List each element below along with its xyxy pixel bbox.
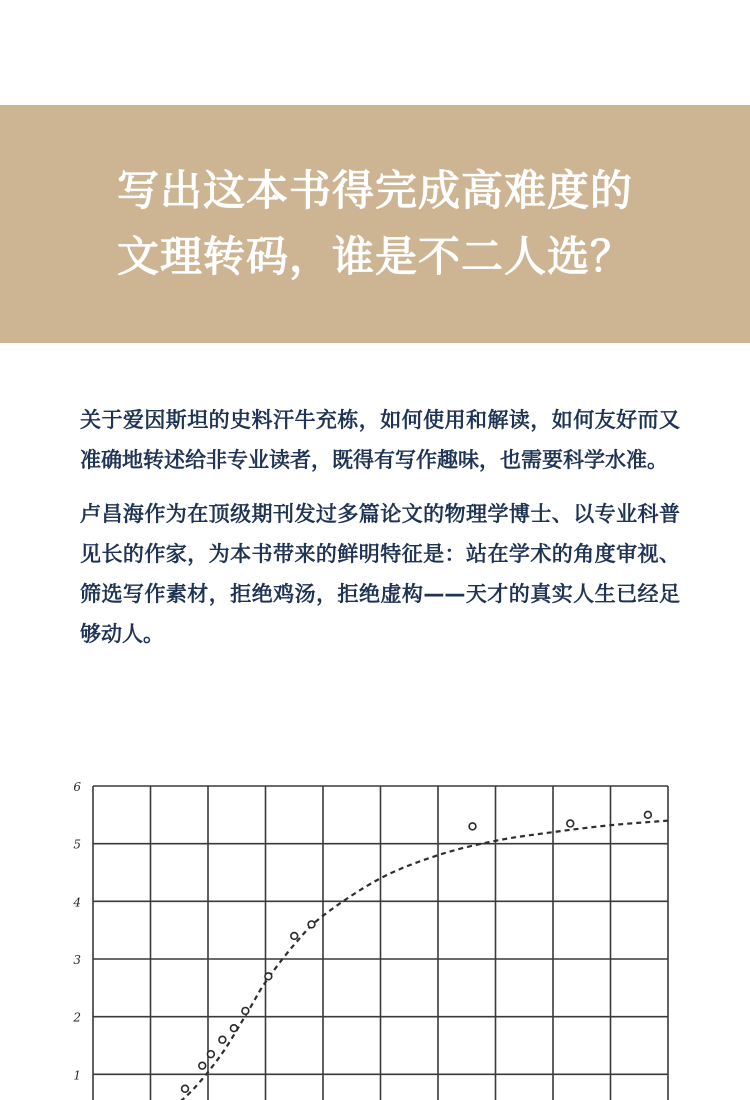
data-point (567, 820, 574, 827)
banner-title-line-2: 文理转码，谁是不二人选？ (116, 232, 633, 281)
title-banner (0, 105, 750, 343)
article-body (80, 400, 680, 654)
data-point (207, 1051, 214, 1058)
data-point (265, 973, 272, 980)
scatter-chart-figure (60, 770, 680, 1100)
data-point (308, 921, 315, 928)
fitted-curve (105, 821, 669, 1100)
y-tick-label: 1 (73, 1068, 81, 1083)
y-tick-label: 5 (73, 837, 81, 852)
y-tick-label: 6 (73, 780, 81, 794)
banner-title-line-1: 写出这本书得完成高难度的 (116, 166, 633, 215)
data-point (644, 811, 651, 818)
data-point (291, 933, 298, 940)
data-point (469, 823, 476, 830)
data-point (199, 1062, 206, 1069)
y-tick-label: 2 (73, 1010, 81, 1025)
data-point (230, 1025, 237, 1032)
y-tick-label: 3 (73, 953, 81, 967)
data-point (219, 1036, 226, 1043)
data-point (182, 1085, 189, 1092)
scatter-chart (60, 770, 680, 1100)
paragraph-2: 卢昌海作为在顶级期刊发过多篇论文的物理学博士、以专业科普见长的作家，为本书带来的鲜明特征是：站在学术的角度审视、筛选写作素材，拒绝鸡汤，拒绝虚构——天才的真实人生已经足够动人。 (80, 502, 680, 646)
paragraph-1: 关于爱因斯坦的史料汗牛充栋，如何使用和解读，如何友好而又准确地转述给非专业读者，既得有写作趣味，也需要科学水准。 (80, 408, 680, 472)
y-tick-label: 4 (73, 895, 81, 910)
data-point (242, 1008, 249, 1015)
